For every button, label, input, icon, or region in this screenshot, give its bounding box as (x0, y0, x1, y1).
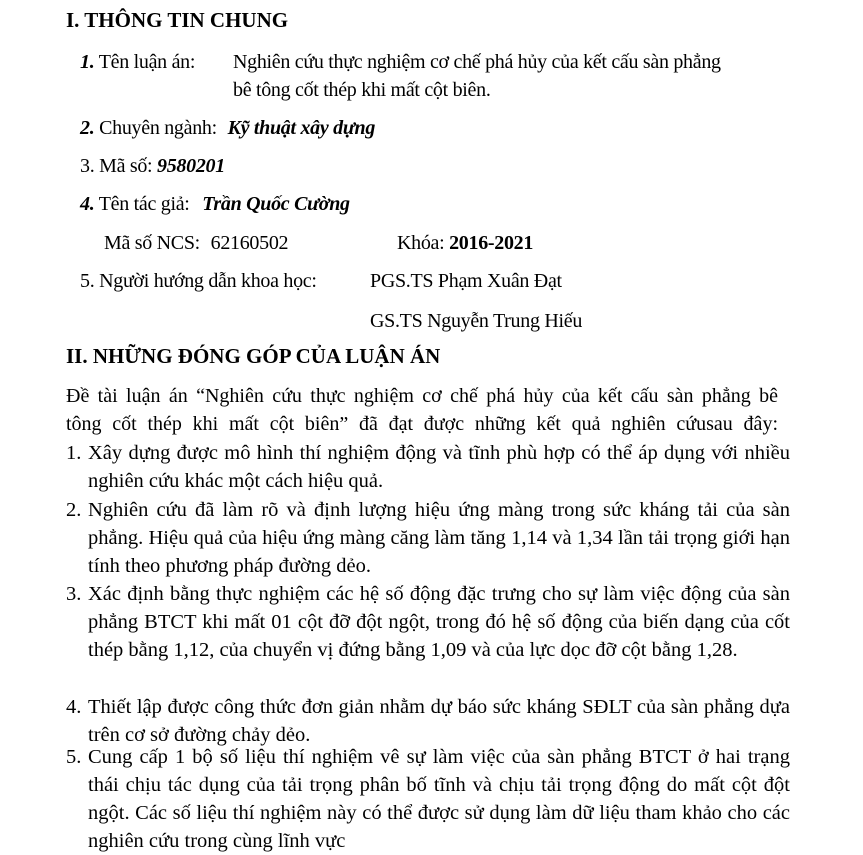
major-label: Chuyên ngành: (99, 117, 217, 139)
contribution-item-4 (66, 693, 790, 749)
contribution-num: 3. (66, 583, 82, 605)
major-num: 2. (80, 117, 95, 139)
advisor-2: GS.TS Nguyễn Trung Hiếu (370, 310, 583, 332)
contribution-text: Nghiên cứu đã làm rõ và định lượng hiệu ứng màng trong sức kháng tải của sàn phẳng. Hiệu quả của hiệu ứng màng căng làm tăng 1,14 và 1,34 lần tải trọng giới hạn tính theo phương pháp đường dẻo. (88, 499, 790, 577)
thesis-title-line2: bê tông cốt thép khi mất cột biên. (233, 79, 491, 101)
course-value: 2016-2021 (449, 232, 534, 254)
section2-heading: II. NHỮNG ĐÓNG GÓP CỦA LUẬN ÁN (66, 344, 441, 368)
code-row (80, 156, 225, 176)
contribution-num: 2. (66, 499, 82, 521)
advisor-1: PGS.TS Phạm Xuân Đạt (370, 270, 562, 292)
contribution-text: Cung cấp 1 bộ số liệu thí nghiệm vê sự làm việc của sàn phẳng BTCT ở hai trạng thái chịu tác dụng của tải trọng phân bố tĩnh và chịu tải trọng động do mất cột đột ngột. Các số liệu thí nghiệm này có thể được sử dụng làm dữ liệu tham khảo cho các nghiên cứu trong cùng lĩnh vực (88, 746, 790, 852)
author-label: Tên tác giả: (98, 193, 190, 215)
section1-heading: I. THÔNG TIN CHUNG (66, 8, 289, 32)
author-value: Trần Quốc Cường (202, 193, 350, 215)
contribution-text: Xây dựng được mô hình thí nghiệm động và tĩnh phù hợp có thể áp dụng với nhiều nghiên cứu khác một cách hiệu quả. (88, 442, 790, 492)
contribution-num: 1. (66, 442, 82, 464)
author-row (80, 194, 350, 214)
intro-line-1: Đề tài luận án “Nghiên cứu thực nghiệm cơ chế phá hủy của kết cấu sàn phẳng bê (66, 385, 778, 407)
major-row (80, 118, 375, 138)
contribution-num: 5. (66, 746, 82, 768)
code-value: 9580201 (157, 155, 225, 177)
advisors-label: 5. Người hướng dẫn khoa học: (80, 270, 317, 292)
author-num: 4. (80, 193, 95, 215)
contribution-text: Thiết lập được công thức đơn giản nhằm dự báo sức kháng SĐLT của sàn phẳng dựa trên cơ sở đường chảy dẻo. (88, 696, 790, 746)
student-id-value: 62160502 (210, 232, 289, 254)
thesis-title-label: Tên luận án: (98, 51, 196, 73)
intro-line-2: tông cốt thép khi mất cột biên” đã đạt được những kết quả nghiên cứusau đây: (66, 413, 778, 435)
contribution-item-1 (66, 439, 790, 495)
contribution-item-2 (66, 496, 790, 580)
thesis-title-line1: Nghiên cứu thực nghiệm cơ chế phá hủy của kết cấu sàn phẳng (233, 51, 721, 73)
student-id-label: Mã số NCS: (104, 232, 200, 254)
code-label: 3. Mã số: (80, 155, 153, 177)
thesis-title-row (80, 52, 195, 72)
course-label: Khóa: (397, 232, 445, 254)
contribution-num: 4. (66, 696, 82, 718)
contribution-item-3 (66, 580, 790, 664)
major-value: Kỹ thuật xây dựng (227, 117, 376, 139)
contribution-item-5 (66, 743, 790, 855)
thesis-title-num: 1. (80, 51, 95, 73)
student-id-row (104, 233, 288, 253)
contribution-text: Xác định bằng thực nghiệm các hệ số động đặc trưng cho sự làm việc động của sàn phẳng BTCT khi mất 01 cột đỡ đột ngột, trong đó hệ số động của biến dạng của cốt thép bằng 1,12, của chuyển vị đứng bằng 1,09 và của lực dọc đỡ cột bằng 1,28. (88, 583, 790, 661)
course-row (397, 233, 533, 253)
